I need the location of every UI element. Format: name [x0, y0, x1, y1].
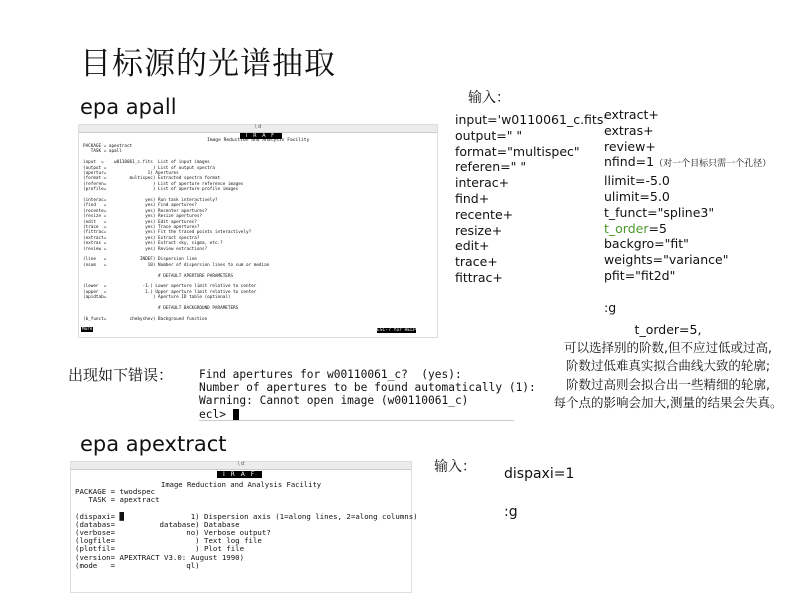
eparam-line: (profile= ) List of aperture profile images: [83, 187, 239, 193]
eparam-line: (line = INDEF) Dispersion line: [83, 257, 197, 263]
param-text: review+: [604, 138, 656, 154]
apall-param: [604, 173, 771, 189]
apall-param: output=" ": [455, 127, 523, 143]
param-value: =5: [648, 220, 667, 236]
apall-param: recente+: [455, 206, 514, 222]
eparam-line: (output = ) List of output spectra: [83, 165, 215, 171]
note-line: 阶数过高则会拟合出一些精细的轮廓,: [566, 376, 770, 392]
apextract-line: (plotfil= ) Plot file: [75, 544, 245, 554]
apall-param: [604, 236, 771, 252]
param-text: ulimit=5.0: [604, 188, 670, 204]
param-text: :g: [604, 299, 617, 315]
note-line: 阶数过低难真实拟合曲线大致的轮廓;: [565, 358, 771, 374]
eparam-line: (apertur= 1) Apertures: [83, 171, 179, 176]
param-note: （对一个目标只需一个孔径）: [654, 159, 772, 170]
apextract-line: (mode = ql): [75, 560, 200, 570]
param-text: backgro="fit": [604, 236, 689, 252]
apextract-param-dispaxi: dispaxi=1: [504, 466, 575, 482]
eparam-line: (extras = yes) Extract sky, sigma, etc.?: [83, 241, 223, 247]
eparam-line: (fittrac= yes) Fit the traced points interactively?: [83, 230, 252, 236]
terminal-title: \ d: [237, 461, 245, 467]
iraf-badge: I R A F: [240, 133, 282, 139]
eparam-line: (apidtab= ) Aperture ID table (optional): [83, 295, 231, 301]
t-order-notes: [538, 321, 798, 412]
apall-param: trace+: [455, 254, 498, 270]
apall-param: fittrac+: [455, 269, 503, 285]
apextract-line: TASK = apextract: [75, 495, 160, 505]
apextract-line: (logfile= ) Text log file: [75, 536, 262, 546]
apall-param: [604, 154, 771, 173]
apall-param: input='w0110061_c.fits': [455, 112, 607, 127]
eparam-line: (resize = yes) Resize apertures?: [83, 214, 202, 220]
param-text: extract+: [604, 107, 659, 122]
apall-param: [604, 252, 771, 268]
apextract-heading: epa apextract: [80, 432, 227, 456]
apextract-line: (dispaxi= █ 1) Dispersion axis (1=along lines, 2=along columns): [75, 511, 418, 521]
eparam-line: (recente= yes) Recenter apertures?: [83, 208, 208, 214]
apextract-line: (verbose= no) Verbose output?: [75, 528, 271, 537]
apall-param: interac+: [455, 175, 510, 191]
eparam-line: (upper = 1.) Upper aperture limit relative to center: [83, 289, 257, 295]
param-text: extras+: [604, 122, 654, 138]
error-output: [199, 368, 536, 421]
apall-param: [604, 300, 771, 316]
eparam-line: PACKAGE = apextract: [83, 144, 133, 149]
param-text: pfit="fit2d": [604, 267, 676, 283]
apextract-line: (version= APEXTRACT V3.0: August 1990): [75, 552, 245, 562]
note-line: t_order=5,: [634, 322, 702, 337]
param-text: t_funct="spline3": [604, 204, 715, 220]
apall-param: referen=" ": [455, 159, 527, 175]
error-label: 出现如下错误：: [68, 366, 174, 384]
apall-param: [604, 189, 771, 205]
param-key-highlight: t_order: [604, 220, 649, 236]
eparam-line: input = w0110061_c.fits List of input images: [83, 160, 210, 166]
eparam-line: (nsum = 10) Number of dispersion lines to sum or median: [83, 262, 270, 268]
apall-param: edit+: [455, 238, 490, 254]
apall-eparam-terminal: [78, 124, 438, 338]
eparam-line: (interac= yes) Run task interactively?: [83, 198, 218, 203]
terminal-title: \ d: [254, 124, 262, 130]
iraf-badge: I R A F: [217, 471, 262, 478]
esc-key-label: ESC-? for HELP: [377, 328, 416, 333]
eparam-line: (extract= yes) Extract spectra?: [83, 235, 200, 241]
apall-param: resize+: [455, 222, 503, 238]
param-text: weights="variance": [604, 252, 729, 268]
apall-param: [604, 205, 771, 221]
apall-param: format="multispec": [455, 143, 580, 159]
iraf-subtitle: Image Reduction and Analysis Facility: [207, 138, 310, 143]
terminal-cursor: [233, 409, 239, 420]
apall-heading: epa apall: [80, 95, 177, 119]
note-line: 可以选择别的阶数,但不应过低或过高,: [564, 340, 772, 356]
apextract-line: PACKAGE = twodspec: [75, 487, 156, 496]
help-hint: [377, 328, 416, 333]
param-text: llimit=-5.0: [604, 173, 670, 189]
terminal-titlebar: [71, 462, 411, 470]
error-line: Find apertures for w00110061_c? (yes):: [199, 368, 462, 381]
apextract-param-go: :g: [504, 504, 518, 520]
error-line: Warning: Cannot open image (w00110061_c): [199, 394, 469, 408]
eparam-line: (find = yes) Find apertures?: [83, 203, 197, 209]
apall-param: [604, 107, 771, 123]
eparam-line: (lower = -1.) Lower aperture limit relative to center: [83, 284, 257, 290]
apall-param: [604, 123, 771, 139]
apextract-eparam-terminal: [70, 461, 418, 593]
apextract-input-label: 输入：: [434, 459, 476, 475]
more-indicator: More: [82, 327, 93, 332]
eparam-line: # DEFAULT BACKGROUND PARAMETERS: [83, 306, 239, 311]
eparam-line: # DEFAULT APERTURE PARAMETERS: [83, 273, 234, 279]
eparam-line: (b_funct= chebyshev) Background function: [83, 316, 208, 322]
error-line: ecl>: [199, 408, 514, 421]
apall-param: [604, 284, 771, 300]
apall-param: [604, 221, 771, 237]
apall-param: [604, 139, 771, 155]
apall-right-params: [604, 107, 771, 315]
slide-title: 目标源的光谱抽取: [80, 46, 336, 82]
apall-left-params: [455, 112, 607, 286]
error-line: Number of apertures to be found automatically (1):: [199, 381, 536, 395]
eparam-line: (edit = yes) Edit apertures?: [83, 219, 197, 225]
apall-param: find+: [455, 190, 490, 206]
iraf-subtitle: Image Reduction and Analysis Facility: [161, 480, 322, 489]
apextract-line: (databas= database) Database: [75, 519, 240, 529]
terminal-titlebar: [79, 125, 437, 133]
eparam-line: (referen= ) List of aperture reference images: [83, 181, 244, 187]
eparam-line: (review = yes) Review extractions?: [83, 246, 208, 252]
apall-input-label: 输入：: [468, 90, 510, 106]
eparam-line: (trace = yes) Trace apertures?: [83, 225, 200, 230]
note-line: 每个点的影响会加大,测量的结果会失真。: [553, 394, 783, 410]
apall-param: [604, 268, 771, 284]
eparam-line: (format = multispec) Extracted spectra format: [83, 176, 221, 182]
eparam-line: TASK = apall: [83, 149, 122, 155]
param-text: nfind=1: [604, 154, 655, 170]
